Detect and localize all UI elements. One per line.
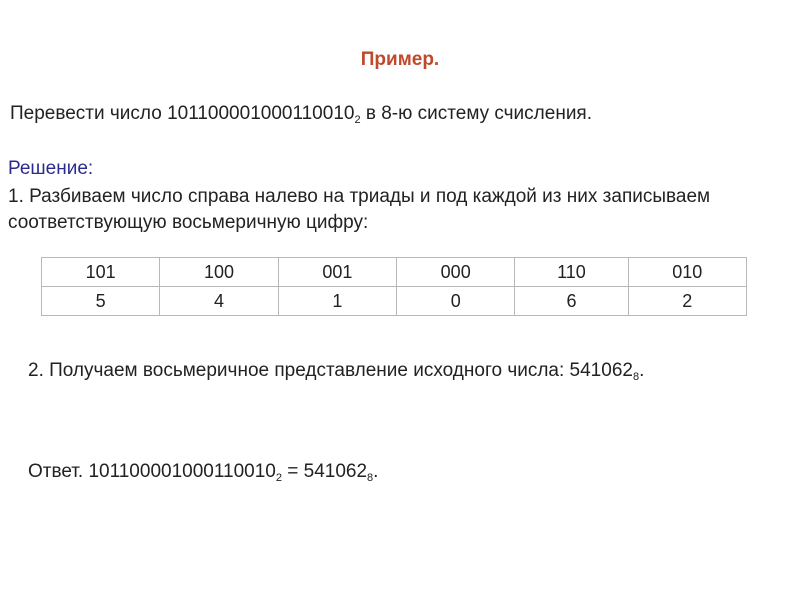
task-binary-number: 101100001000110010 — [167, 103, 355, 124]
octal-digit-cell: 2 — [628, 287, 746, 316]
answer-prefix: Ответ. — [28, 461, 89, 482]
triad-cell: 110 — [515, 258, 628, 287]
triad-cell: 000 — [397, 258, 515, 287]
triads-row — [42, 258, 747, 287]
triad-cell: 010 — [628, 258, 746, 287]
answer-binary-number: 101100001000110010 — [88, 461, 276, 482]
slide-title: Пример. — [360, 49, 440, 70]
answer-octal-number: 541062 — [303, 461, 368, 482]
octal-digit-cell: 0 — [397, 287, 515, 316]
octal-digit-cell: 6 — [515, 287, 628, 316]
step1-text: 1. Разбиваем число справа налево на триады и под каждой из них записываем соответствующую восьмеричную цифру: — [8, 186, 711, 233]
octal-digit-cell: 4 — [160, 287, 278, 316]
triad-cell: 101 — [42, 258, 160, 287]
step2-end: . — [639, 360, 645, 381]
task-text-before: Перевести число — [10, 103, 168, 124]
task-text-after: в 8-ю систему счисления. — [360, 103, 593, 124]
step2-text — [28, 358, 644, 384]
triads-table — [41, 257, 747, 316]
answer-end: . — [373, 461, 379, 482]
answer-binary-base: 2 — [275, 472, 282, 484]
answer-line — [28, 459, 378, 485]
answer-octal-base: 8 — [367, 472, 374, 484]
task-statement — [10, 101, 592, 127]
task-binary-base: 2 — [354, 114, 361, 126]
octal-digit-cell: 1 — [278, 287, 396, 316]
triad-cell: 100 — [160, 258, 278, 287]
step2-octal-base: 8 — [632, 371, 640, 383]
step2-text-main: 2. Получаем восьмеричное представление исходного числа: — [28, 360, 570, 381]
solution-label: Решение: — [8, 158, 94, 179]
octal-digits-row — [42, 287, 747, 316]
octal-digit-cell: 5 — [42, 287, 160, 316]
step2-octal-number: 541062 — [569, 360, 633, 381]
triad-cell: 001 — [278, 258, 396, 287]
answer-equals: = — [281, 461, 304, 482]
